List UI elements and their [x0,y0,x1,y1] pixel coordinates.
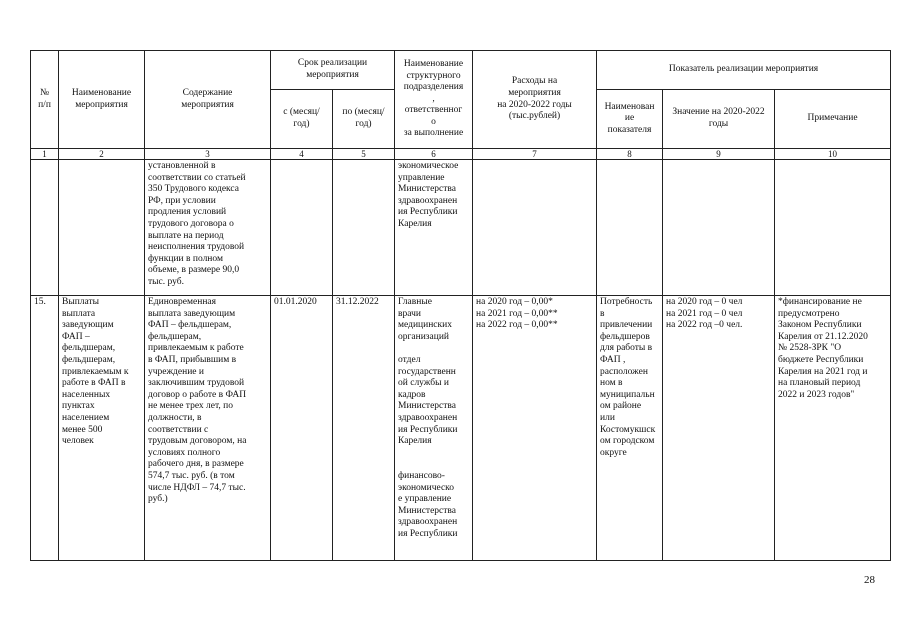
row-indicator-name [597,160,663,296]
row-indicator-name: Потребность в привлечении фельдшеров для работы в ФАП , расположен ном в муниципальн ом районе или Костомукшск ом городском округе [597,296,663,561]
row-content: Единовременная выплата заведующим ФАП – фельдшерам, фельдшерам, привлекаемым к работе в ФАП, прибывшим в учреждение и заключившим трудовой договор о работе в ФАП не менее трех лет, по должности, в соответствии с трудовым договором, на условиях полного рабочего дня, в размере 574,7 тыс. руб. (в том числе НДФЛ – 74,7 тыс. руб.) [145,296,271,561]
column-number: 6 [395,149,473,160]
row-note: *финансирование не предусмотрено Законом Республики Карелия от 21.12.2020 № 2528-ЗРК "О бюджете Республики Карелия на 2021 год и на плановый период 2022 и 2023 годов" [775,296,891,561]
column-number: 3 [145,149,271,160]
header-indicator-name: Наименован ие показателя [597,90,663,149]
header-period-from: с (месяц/ год) [271,90,333,149]
row-from: 01.01.2020 [271,296,333,561]
column-number: 10 [775,149,891,160]
header-indicator-value: Значение на 2020-2022 годы [663,90,775,149]
header-num: № п/п [31,51,59,149]
measures-table [30,50,891,561]
row-name: Выплаты выплата заведующим ФАП – фельдшерам, фельдшерам, привлекаемым к работе в ФАП в населенных пунктах населением менее 500 человек [59,296,145,561]
column-number: 7 [473,149,597,160]
header-name: Наименование мероприятия [59,51,145,149]
row-content: установленной в соответствии со статьей 350 Трудового кодекса РФ, при условии продления условий трудового договора о выплате на период неисполнения трудовой функции в полном объеме, в размере 90,0 тыс. руб. [145,160,271,296]
column-number: 4 [271,149,333,160]
table-row [31,160,891,296]
row-to [333,160,395,296]
row-expenses: на 2020 год – 0,00* на 2021 год – 0,00** на 2022 год – 0,00** [473,296,597,561]
header-indicator: Показатель реализации мероприятия [597,51,891,90]
row-note [775,160,891,296]
row-indicator-value: на 2020 год – 0 чел на 2021 год – 0 чел на 2022 год –0 чел. [663,296,775,561]
row-name [59,160,145,296]
row-num [31,160,59,296]
row-indicator-value [663,160,775,296]
row-to: 31.12.2022 [333,296,395,561]
header-unit: Наименование структурного подразделения , ответственног о за выполнение [395,51,473,149]
header-period: Срок реализации мероприятия [271,51,395,90]
row-unit: экономическое управление Министерства здравоохранен ия Республики Карелия [395,160,473,296]
header-content: Содержание мероприятия [145,51,271,149]
column-number-row [31,149,891,160]
table-row [31,296,891,561]
header-expenses: Расходы на мероприятия на 2020-2022 годы (тыс.рублей) [473,51,597,149]
column-number: 1 [31,149,59,160]
column-number: 8 [597,149,663,160]
row-expenses [473,160,597,296]
page-number: 28 [864,574,875,586]
column-number: 2 [59,149,145,160]
row-num: 15. [31,296,59,561]
row-from [271,160,333,296]
row-unit: Главные врачи медицинских организаций отдел государственн ой службы и кадров Министерства здравоохранен ия Республики Карелия финансово- экономическо е управление Министерства здравоохранен ия Республики [395,296,473,561]
column-number: 5 [333,149,395,160]
column-number: 9 [663,149,775,160]
header-indicator-note: Примечание [775,90,891,149]
header-period-to: по (месяц/ год) [333,90,395,149]
